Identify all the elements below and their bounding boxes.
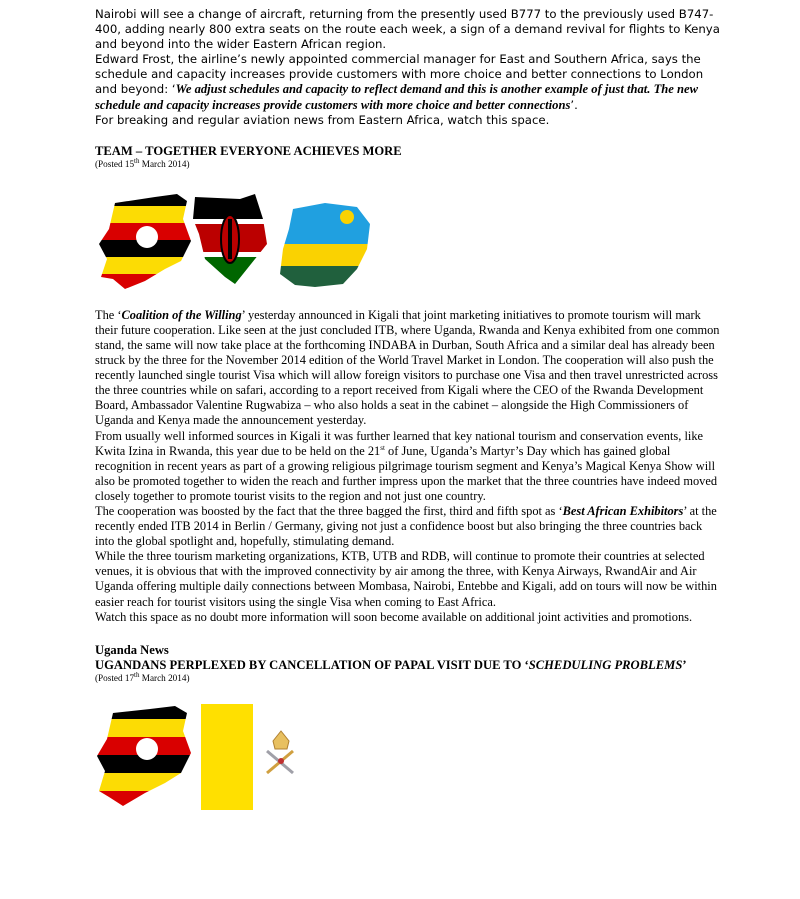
paragraph: Nairobi will see a change of aircraft, returning from the presently used B777 to the previously used B747- 400, adding nearly 800 extra seats on the route each week, a sign of a demand revival for flights to Kenya and beyond into the wider Eastern African region. [95, 7, 720, 52]
article-coalition [95, 308, 720, 625]
uganda-map-flag [95, 701, 195, 811]
paragraph [95, 52, 720, 112]
article-aviation [95, 0, 720, 128]
bold-text: Best African Exhibitors [562, 503, 684, 518]
section-heading: Uganda News [95, 642, 169, 657]
vatican-flag [201, 704, 311, 810]
posted-date: (Posted 17th March 2014) [95, 670, 190, 683]
paragraph: The ‘Coalition of the Willing’ yesterday announced in Kigali that joint marketing initiatives to promote tourism will mark their future cooperation. Like seen at the just concluded ITB, where Uganda, Rwanda and Kenya exhibited from one common stand, the same will now take place at the forthcoming INDABA in Durban, South Africa and a similar deal has already been struck by the three for the November 2014 edition of the World Travel Market in London. The cooperation will also push the recently launched single tourist Visa which will allow foreign visitors to purchase one Visa and then travel unrestricted across the three countries while on safari, according to a report received from Kigali where the CEO of the Rwanda Development Board, Ambassador Valentine Rugwabiza – who also holds a seat in the cabinet – alongside the High Commissioners of Uganda and Kenya made the announcement yesterday. [95, 307, 720, 428]
bold-text: Coalition of the Willing [121, 307, 242, 322]
paragraph: From usually well informed sources in Kigali it was further learned that key national tourism and conservation events, like Kwita Izina in Rwanda, this year due to be held on the 21st of June, Uganda’s Martyr’s Day which has gained global recognition in recent years as part of a growing religious pilgrimage tourism segment and Kenya’s Magical Kenya Show will also be promoted together to widen the reach and further impress upon the market that the three countries have indeed moved closely together to promote tourist visits to the region and not just one country. [95, 428, 718, 503]
kenya-map-flag [190, 189, 270, 292]
uganda-map-flag [95, 189, 195, 294]
quote: We adjust schedules and capacity to reflect demand and this is another example of just that. The new schedule and capacity increases provide customers with more choice and better connections [95, 82, 698, 112]
rwanda-map-flag [275, 189, 375, 294]
paragraph: While the three tourism marketing organizations, KTB, UTB and RDB, will continue to promote their countries at selected venues, it is obvious that with the improved connectivity by air among the three, with Kenya Airways, RwandAir and Air Uganda offering multiple daily connections between Mombasa, Nairobi, Entebbe and Kigali, add on tours will now be within easier reach for tourist visitors using the single Visa when coming to East Africa. [95, 549, 717, 609]
paragraph: For breaking and regular aviation news from Eastern Africa, watch this space. [95, 112, 550, 127]
flags-image-2 [95, 701, 315, 811]
paragraph: Watch this space as no doubt more information will soon become available on additional joint activities and promotions. [95, 609, 693, 624]
article-title: TEAM – TOGETHER EVERYONE ACHIEVES MORE [95, 143, 402, 158]
flags-image [95, 189, 385, 294]
paragraph: The cooperation was boosted by the fact that the three bagged the first, third and fifth spot as ‘Best African Exhibitors’ at the recently ended ITB 2014 in Berlin / Germany, giving not just a confidence boost but also bringing the three countries back into the global spotlight and, hopefully, stimulating demand. [95, 503, 717, 549]
posted-date: (Posted 15th March 2014) [95, 156, 190, 169]
article-title: UGANDANS PERPLEXED BY CANCELLATION OF PAPAL VISIT DUE TO ‘SCHEDULING PROBLEMS’ [95, 657, 687, 672]
text: Edward Frost, the airline’s newly appointed commercial manager for East and Southern Africa, says the schedule and capacity increases provide customers with more choice and better connections to London and beyond: ‘ [95, 52, 704, 97]
text: ’. [570, 97, 578, 112]
document-page [95, 0, 720, 811]
